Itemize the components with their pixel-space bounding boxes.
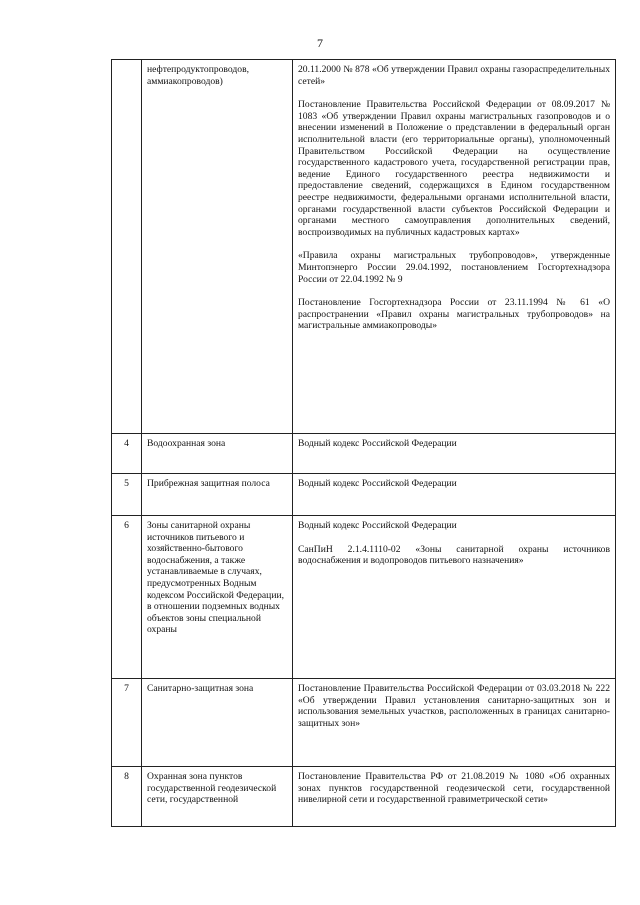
zone-name: Санитарно-защитная зона — [142, 679, 293, 767]
table-row — [112, 767, 616, 827]
legal-act: «Правила охраны магистральных трубопроводов», утвержденные Минтопэнерго России 29.04.1992, постановлением Госгортехнадзора России от 22.04.1992 № 9 — [298, 250, 610, 285]
legal-act: Постановление Правительства РФ от 21.08.2019 № 1080 «Об охранных зонах пунктов государственной геодезической сети, государственной нивелирной сети и государственной гравиметрической сети» — [298, 771, 610, 806]
regulations-table — [111, 59, 616, 827]
page-number: 7 — [317, 36, 323, 50]
legal-act: 20.11.2000 № 878 «Об утверждении Правил охраны газораспределительных сетей» — [298, 64, 610, 87]
row-number: 7 — [112, 679, 142, 767]
legal-act: Постановление Госгортехнадзора России от 23.11.1994 № 61 «О распространении «Правил охраны магистральных трубопроводов» на магистральные аммиакопроводы» — [298, 297, 610, 332]
legal-act: Водный кодекс Российской Федерации — [298, 478, 457, 489]
table-row — [112, 679, 616, 767]
row-number — [112, 60, 142, 434]
row-number: 4 — [112, 434, 142, 474]
legal-act: Водный кодекс Российской Федерации — [298, 438, 457, 449]
legal-act: Постановление Правительства Российской Федерации от 08.09.2017 № 1083 «Об утверждении Правил охраны магистральных газопроводов и о внесении изменений в Положение о представлении в федеральный орган исполнительной власти (его территориальные органы), уполномоченный Правительством Российской Федерации на осуществление государственного кадастрового учета, государственной регистрации прав, ведение Единого государственного реестра недвижимости и предоставление сведений, содержащихся в Едином государственном реестре недвижимости, федеральными органами исполнительной власти, органами государственной власти субъектов Российской Федерации и органами местного самоуправления дополнительных сведений, воспроизводимых на публичных кадастровых картах» — [298, 99, 610, 238]
row-number: 6 — [112, 516, 142, 679]
table-row — [112, 60, 616, 434]
row-number: 8 — [112, 767, 142, 827]
zone-name: Водоохранная зона — [142, 434, 293, 474]
legal-acts — [293, 767, 616, 827]
zone-name: Прибрежная защитная полоса — [142, 474, 293, 516]
legal-acts — [293, 60, 616, 434]
legal-acts — [293, 516, 616, 679]
table-row — [112, 434, 616, 474]
legal-act: Водный кодекс Российской Федерации — [298, 520, 457, 531]
legal-act: Постановление Правительства Российской Федерации от 03.03.2018 № 222 «Об утверждении Правил установления санитарно-защитных зон и использования земельных участков, расположенных в границах санитарно-защитных зон» — [298, 683, 610, 729]
legal-acts — [293, 434, 616, 474]
zone-name: Охранная зона пунктов государственной геодезической сети, государственной — [142, 767, 293, 827]
zone-name: Зоны санитарной охраны источников питьевого и хозяйственно-бытового водоснабжения, а также устанавливаемые в случаях, предусмотренных Водным кодексом Российской Федерации, в отношении подземных водных объектов зоны специальной охраны — [142, 516, 293, 679]
legal-act: СанПиН 2.1.4.1110-02 «Зоны санитарной охраны источников водоснабжения и водопроводов питьевого назначения» — [298, 543, 610, 567]
zone-name: нефтепродуктопроводов, аммиакопроводов) — [142, 60, 293, 434]
table-row — [112, 516, 616, 679]
row-number: 5 — [112, 474, 142, 516]
table-row — [112, 474, 616, 516]
legal-acts — [293, 474, 616, 516]
legal-acts — [293, 679, 616, 767]
